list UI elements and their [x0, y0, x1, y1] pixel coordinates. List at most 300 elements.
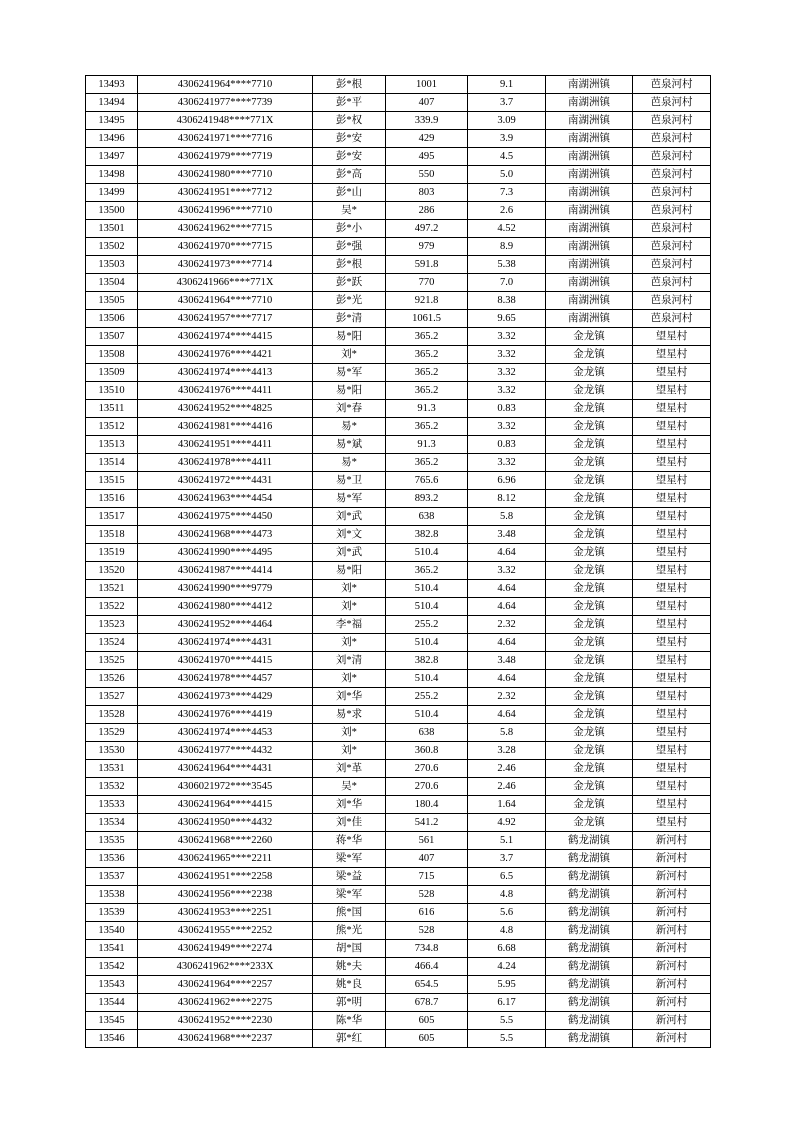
table-cell-town: 金龙镇 — [546, 436, 633, 454]
table-cell-masked-name: 蒋*华 — [313, 832, 386, 850]
table-cell-town: 金龙镇 — [546, 364, 633, 382]
table-cell-village: 望星村 — [633, 544, 711, 562]
table-cell-serial-number: 13522 — [86, 598, 138, 616]
table-cell-town: 金龙镇 — [546, 742, 633, 760]
table-cell-masked-id-number: 4306241968****2260 — [138, 832, 313, 850]
table-cell-village: 望星村 — [633, 508, 711, 526]
table-cell-masked-id-number: 4306241980****4412 — [138, 598, 313, 616]
table-cell-village: 望星村 — [633, 652, 711, 670]
table-cell-masked-name: 胡*国 — [313, 940, 386, 958]
table-row — [86, 562, 711, 580]
table-cell-area-mu: 5.8 — [468, 724, 546, 742]
table-cell-village: 芭泉河村 — [633, 310, 711, 328]
table-cell-subsidy-amount: 382.8 — [386, 652, 468, 670]
table-cell-serial-number: 13498 — [86, 166, 138, 184]
table-row — [86, 76, 711, 94]
table-row — [86, 292, 711, 310]
table-row — [86, 904, 711, 922]
table-row — [86, 382, 711, 400]
table-cell-village: 望星村 — [633, 580, 711, 598]
table-cell-masked-id-number: 4306241973****7714 — [138, 256, 313, 274]
table-cell-masked-name: 易*卫 — [313, 472, 386, 490]
table-cell-masked-name: 易* — [313, 454, 386, 472]
table-cell-town: 金龙镇 — [546, 778, 633, 796]
table-cell-village: 芭泉河村 — [633, 148, 711, 166]
table-cell-village: 望星村 — [633, 346, 711, 364]
table-row — [86, 742, 711, 760]
table-cell-masked-name: 熊*光 — [313, 922, 386, 940]
table-cell-masked-id-number: 4306241956****2238 — [138, 886, 313, 904]
table-cell-area-mu: 4.8 — [468, 922, 546, 940]
table-cell-masked-name: 彭*山 — [313, 184, 386, 202]
table-cell-masked-name: 彭*根 — [313, 256, 386, 274]
table-cell-area-mu: 4.64 — [468, 634, 546, 652]
table-row — [86, 724, 711, 742]
table-cell-masked-name: 彭*权 — [313, 112, 386, 130]
table-cell-town: 金龙镇 — [546, 346, 633, 364]
table-cell-town: 鹤龙湖镇 — [546, 1030, 633, 1048]
table-cell-serial-number: 13544 — [86, 994, 138, 1012]
table-cell-masked-id-number: 4306241964****2257 — [138, 976, 313, 994]
table-cell-masked-id-number: 4306241980****7710 — [138, 166, 313, 184]
table-cell-serial-number: 13493 — [86, 76, 138, 94]
table-cell-subsidy-amount: 893.2 — [386, 490, 468, 508]
table-cell-masked-id-number: 4306021972****3545 — [138, 778, 313, 796]
table-cell-subsidy-amount: 510.4 — [386, 706, 468, 724]
table-cell-masked-id-number: 4306241965****2211 — [138, 850, 313, 868]
table-cell-serial-number: 13496 — [86, 130, 138, 148]
table-cell-serial-number: 13519 — [86, 544, 138, 562]
table-cell-masked-name: 刘* — [313, 346, 386, 364]
table-cell-area-mu: 3.48 — [468, 526, 546, 544]
table-cell-masked-name: 彭*小 — [313, 220, 386, 238]
table-cell-town: 鹤龙湖镇 — [546, 1012, 633, 1030]
table-cell-area-mu: 8.9 — [468, 238, 546, 256]
table-cell-serial-number: 13509 — [86, 364, 138, 382]
table-cell-masked-id-number: 4306241973****4429 — [138, 688, 313, 706]
table-cell-serial-number: 13530 — [86, 742, 138, 760]
table-row — [86, 850, 711, 868]
table-cell-masked-name: 吴* — [313, 778, 386, 796]
table-row — [86, 688, 711, 706]
table-cell-subsidy-amount: 382.8 — [386, 526, 468, 544]
table-cell-area-mu: 1.64 — [468, 796, 546, 814]
table-cell-masked-id-number: 4306241964****7710 — [138, 292, 313, 310]
table-cell-serial-number: 13526 — [86, 670, 138, 688]
table-cell-serial-number: 13539 — [86, 904, 138, 922]
table-cell-town: 金龙镇 — [546, 706, 633, 724]
table-cell-village: 望星村 — [633, 364, 711, 382]
table-cell-serial-number: 13508 — [86, 346, 138, 364]
table-cell-village: 望星村 — [633, 778, 711, 796]
table-cell-town: 鹤龙湖镇 — [546, 868, 633, 886]
table-cell-subsidy-amount: 429 — [386, 130, 468, 148]
table-cell-town: 鹤龙湖镇 — [546, 940, 633, 958]
table-cell-village: 新河村 — [633, 850, 711, 868]
table-cell-masked-id-number: 4306241978****4411 — [138, 454, 313, 472]
table-cell-serial-number: 13532 — [86, 778, 138, 796]
table-cell-town: 金龙镇 — [546, 796, 633, 814]
table-row — [86, 796, 711, 814]
table-row — [86, 130, 711, 148]
table-cell-village: 芭泉河村 — [633, 220, 711, 238]
table-cell-serial-number: 13537 — [86, 868, 138, 886]
table-cell-area-mu: 3.09 — [468, 112, 546, 130]
table-cell-serial-number: 13536 — [86, 850, 138, 868]
table-cell-area-mu: 5.38 — [468, 256, 546, 274]
table-cell-village: 望星村 — [633, 454, 711, 472]
table-row — [86, 436, 711, 454]
table-cell-masked-id-number: 4306241963****4454 — [138, 490, 313, 508]
table-cell-subsidy-amount: 638 — [386, 724, 468, 742]
table-cell-town: 南湖洲镇 — [546, 166, 633, 184]
table-cell-area-mu: 5.0 — [468, 166, 546, 184]
table-cell-serial-number: 13534 — [86, 814, 138, 832]
table-cell-serial-number: 13545 — [86, 1012, 138, 1030]
table-cell-subsidy-amount: 255.2 — [386, 688, 468, 706]
table-cell-serial-number: 13529 — [86, 724, 138, 742]
table-cell-village: 望星村 — [633, 400, 711, 418]
table-cell-village: 望星村 — [633, 616, 711, 634]
table-cell-town: 金龙镇 — [546, 418, 633, 436]
table-cell-area-mu: 6.68 — [468, 940, 546, 958]
table-cell-masked-id-number: 4306241952****2230 — [138, 1012, 313, 1030]
table-cell-town: 金龙镇 — [546, 598, 633, 616]
table-cell-masked-id-number: 4306241962****2275 — [138, 994, 313, 1012]
table-cell-masked-name: 易*斌 — [313, 436, 386, 454]
table-cell-area-mu: 3.32 — [468, 418, 546, 436]
table-cell-masked-id-number: 4306241974****4413 — [138, 364, 313, 382]
table-row — [86, 94, 711, 112]
table-cell-town: 金龙镇 — [546, 490, 633, 508]
table-cell-subsidy-amount: 365.2 — [386, 364, 468, 382]
table-cell-area-mu: 4.24 — [468, 958, 546, 976]
table-cell-masked-name: 刘* — [313, 670, 386, 688]
table-cell-subsidy-amount: 921.8 — [386, 292, 468, 310]
table-cell-subsidy-amount: 510.4 — [386, 580, 468, 598]
table-cell-masked-id-number: 4306241977****4432 — [138, 742, 313, 760]
table-cell-village: 芭泉河村 — [633, 256, 711, 274]
table-row — [86, 940, 711, 958]
table-cell-town: 金龙镇 — [546, 580, 633, 598]
table-row — [86, 616, 711, 634]
table-cell-village: 望星村 — [633, 436, 711, 454]
table-cell-town: 南湖洲镇 — [546, 148, 633, 166]
table-cell-area-mu: 5.5 — [468, 1030, 546, 1048]
table-cell-subsidy-amount: 734.8 — [386, 940, 468, 958]
table-cell-subsidy-amount: 360.8 — [386, 742, 468, 760]
table-cell-serial-number: 13542 — [86, 958, 138, 976]
table-row — [86, 634, 711, 652]
table-cell-subsidy-amount: 528 — [386, 886, 468, 904]
table-cell-masked-name: 易* — [313, 418, 386, 436]
table-cell-masked-name: 彭*安 — [313, 148, 386, 166]
table-cell-serial-number: 13505 — [86, 292, 138, 310]
table-cell-serial-number: 13525 — [86, 652, 138, 670]
table-cell-town: 金龙镇 — [546, 400, 633, 418]
table-cell-masked-id-number: 4306241977****7739 — [138, 94, 313, 112]
table-cell-town: 金龙镇 — [546, 454, 633, 472]
table-row — [86, 994, 711, 1012]
table-cell-subsidy-amount: 365.2 — [386, 328, 468, 346]
table-row — [86, 184, 711, 202]
table-cell-masked-name: 刘*武 — [313, 544, 386, 562]
table-cell-subsidy-amount: 495 — [386, 148, 468, 166]
table-cell-town: 金龙镇 — [546, 562, 633, 580]
table-cell-area-mu: 4.8 — [468, 886, 546, 904]
table-cell-subsidy-amount: 255.2 — [386, 616, 468, 634]
table-cell-serial-number: 13520 — [86, 562, 138, 580]
table-cell-town: 金龙镇 — [546, 724, 633, 742]
table-cell-masked-name: 易*阳 — [313, 382, 386, 400]
table-cell-serial-number: 13523 — [86, 616, 138, 634]
table-cell-village: 芭泉河村 — [633, 76, 711, 94]
table-cell-masked-name: 梁*军 — [313, 850, 386, 868]
table-cell-area-mu: 3.32 — [468, 346, 546, 364]
table-cell-masked-id-number: 4306241964****7710 — [138, 76, 313, 94]
table-cell-subsidy-amount: 510.4 — [386, 598, 468, 616]
table-row — [86, 256, 711, 274]
table-cell-village: 芭泉河村 — [633, 94, 711, 112]
table-cell-area-mu: 0.83 — [468, 400, 546, 418]
table-row — [86, 148, 711, 166]
table-cell-area-mu: 4.52 — [468, 220, 546, 238]
table-cell-subsidy-amount: 638 — [386, 508, 468, 526]
table-cell-village: 望星村 — [633, 490, 711, 508]
table-cell-masked-id-number: 4306241951****4411 — [138, 436, 313, 454]
table-cell-masked-name: 刘*华 — [313, 796, 386, 814]
table-row — [86, 832, 711, 850]
table-cell-masked-id-number: 4306241975****4450 — [138, 508, 313, 526]
table-cell-subsidy-amount: 270.6 — [386, 778, 468, 796]
table-cell-village: 望星村 — [633, 742, 711, 760]
table-row — [86, 472, 711, 490]
table-cell-masked-name: 易*军 — [313, 490, 386, 508]
table-cell-serial-number: 13527 — [86, 688, 138, 706]
table-cell-subsidy-amount: 270.6 — [386, 760, 468, 778]
table-cell-masked-name: 刘* — [313, 724, 386, 742]
table-cell-masked-id-number: 4306241957****7717 — [138, 310, 313, 328]
table-cell-masked-id-number: 4306241981****4416 — [138, 418, 313, 436]
table-cell-village: 望星村 — [633, 562, 711, 580]
table-cell-serial-number: 13535 — [86, 832, 138, 850]
table-row — [86, 706, 711, 724]
table-cell-subsidy-amount: 979 — [386, 238, 468, 256]
table-cell-masked-name: 彭*跃 — [313, 274, 386, 292]
table-cell-masked-id-number: 4306241955****2252 — [138, 922, 313, 940]
table-cell-serial-number: 13538 — [86, 886, 138, 904]
table-cell-town: 金龙镇 — [546, 814, 633, 832]
table-cell-village: 望星村 — [633, 382, 711, 400]
table-row — [86, 364, 711, 382]
table-cell-masked-name: 姚*夫 — [313, 958, 386, 976]
table-cell-town: 鹤龙湖镇 — [546, 958, 633, 976]
table-cell-serial-number: 13518 — [86, 526, 138, 544]
table-cell-area-mu: 4.64 — [468, 598, 546, 616]
table-cell-masked-name: 彭*安 — [313, 130, 386, 148]
table-cell-village: 芭泉河村 — [633, 202, 711, 220]
table-row — [86, 868, 711, 886]
table-cell-town: 鹤龙湖镇 — [546, 976, 633, 994]
table-cell-masked-name: 吴* — [313, 202, 386, 220]
table-cell-masked-id-number: 4306241974****4453 — [138, 724, 313, 742]
table-cell-masked-name: 彭*高 — [313, 166, 386, 184]
table-cell-masked-name: 易*求 — [313, 706, 386, 724]
table-cell-town: 鹤龙湖镇 — [546, 832, 633, 850]
table-cell-serial-number: 13503 — [86, 256, 138, 274]
table-cell-area-mu: 7.3 — [468, 184, 546, 202]
table-cell-village: 芭泉河村 — [633, 184, 711, 202]
records-table — [85, 75, 711, 1048]
table-cell-town: 金龙镇 — [546, 760, 633, 778]
table-cell-serial-number: 13515 — [86, 472, 138, 490]
table-cell-serial-number: 13511 — [86, 400, 138, 418]
table-cell-village: 新河村 — [633, 1012, 711, 1030]
table-cell-area-mu: 4.64 — [468, 706, 546, 724]
table-cell-masked-id-number: 4306241964****4415 — [138, 796, 313, 814]
table-cell-area-mu: 3.32 — [468, 382, 546, 400]
table-cell-area-mu: 2.46 — [468, 760, 546, 778]
table-cell-village: 芭泉河村 — [633, 238, 711, 256]
table-cell-masked-id-number: 4306241948****771X — [138, 112, 313, 130]
table-cell-village: 芭泉河村 — [633, 292, 711, 310]
table-cell-town: 金龙镇 — [546, 526, 633, 544]
table-cell-village: 新河村 — [633, 922, 711, 940]
table-cell-serial-number: 13499 — [86, 184, 138, 202]
table-row — [86, 490, 711, 508]
table-cell-town: 鹤龙湖镇 — [546, 850, 633, 868]
table-row — [86, 238, 711, 256]
table-cell-masked-id-number: 4306241976****4411 — [138, 382, 313, 400]
table-cell-village: 望星村 — [633, 472, 711, 490]
table-cell-area-mu: 3.7 — [468, 94, 546, 112]
table-row — [86, 580, 711, 598]
table-cell-serial-number: 13533 — [86, 796, 138, 814]
table-cell-subsidy-amount: 528 — [386, 922, 468, 940]
table-cell-subsidy-amount: 365.2 — [386, 562, 468, 580]
table-row — [86, 958, 711, 976]
table-cell-subsidy-amount: 541.2 — [386, 814, 468, 832]
table-cell-subsidy-amount: 605 — [386, 1030, 468, 1048]
table-cell-area-mu: 5.1 — [468, 832, 546, 850]
table-cell-subsidy-amount: 654.5 — [386, 976, 468, 994]
table-cell-town: 南湖洲镇 — [546, 310, 633, 328]
table-row — [86, 400, 711, 418]
table-cell-subsidy-amount: 605 — [386, 1012, 468, 1030]
table-cell-area-mu: 4.92 — [468, 814, 546, 832]
table-cell-serial-number: 13494 — [86, 94, 138, 112]
table-row — [86, 202, 711, 220]
table-cell-masked-id-number: 4306241951****7712 — [138, 184, 313, 202]
table-cell-masked-name: 郭*明 — [313, 994, 386, 1012]
table-cell-village: 望星村 — [633, 418, 711, 436]
table-cell-masked-name: 彭*光 — [313, 292, 386, 310]
table-cell-town: 南湖洲镇 — [546, 238, 633, 256]
table-cell-area-mu: 3.9 — [468, 130, 546, 148]
table-cell-subsidy-amount: 1001 — [386, 76, 468, 94]
table-cell-village: 望星村 — [633, 706, 711, 724]
table-cell-masked-name: 熊*国 — [313, 904, 386, 922]
table-row — [86, 112, 711, 130]
table-row — [86, 598, 711, 616]
table-cell-masked-id-number: 4306241990****4495 — [138, 544, 313, 562]
table-cell-serial-number: 13541 — [86, 940, 138, 958]
table-cell-serial-number: 13514 — [86, 454, 138, 472]
table-cell-masked-name: 刘*华 — [313, 688, 386, 706]
table-cell-masked-id-number: 4306241990****9779 — [138, 580, 313, 598]
table-row — [86, 976, 711, 994]
table-cell-subsidy-amount: 180.4 — [386, 796, 468, 814]
table-row — [86, 346, 711, 364]
table-cell-serial-number: 13495 — [86, 112, 138, 130]
table-cell-village: 新河村 — [633, 1030, 711, 1048]
table-cell-subsidy-amount: 466.4 — [386, 958, 468, 976]
table-cell-town: 金龙镇 — [546, 328, 633, 346]
table-cell-village: 望星村 — [633, 724, 711, 742]
table-cell-area-mu: 6.17 — [468, 994, 546, 1012]
table-cell-town: 南湖洲镇 — [546, 184, 633, 202]
table-cell-serial-number: 13528 — [86, 706, 138, 724]
table-cell-subsidy-amount: 678.7 — [386, 994, 468, 1012]
table-cell-serial-number: 13524 — [86, 634, 138, 652]
table-cell-masked-name: 李*福 — [313, 616, 386, 634]
table-cell-village: 新河村 — [633, 958, 711, 976]
table-cell-masked-name: 刘*武 — [313, 508, 386, 526]
table-row — [86, 760, 711, 778]
table-cell-masked-id-number: 4306241968****4473 — [138, 526, 313, 544]
table-cell-masked-name: 刘*春 — [313, 400, 386, 418]
table-cell-village: 芭泉河村 — [633, 130, 711, 148]
table-cell-masked-name: 易*阳 — [313, 328, 386, 346]
table-cell-serial-number: 13546 — [86, 1030, 138, 1048]
table-cell-area-mu: 0.83 — [468, 436, 546, 454]
table-cell-town: 金龙镇 — [546, 508, 633, 526]
table-cell-area-mu: 5.8 — [468, 508, 546, 526]
table-cell-masked-id-number: 4306241951****2258 — [138, 868, 313, 886]
table-cell-town: 鹤龙湖镇 — [546, 904, 633, 922]
table-cell-masked-id-number: 4306241987****4414 — [138, 562, 313, 580]
table-cell-town: 南湖洲镇 — [546, 292, 633, 310]
table-cell-masked-id-number: 4306241964****4431 — [138, 760, 313, 778]
table-cell-serial-number: 13521 — [86, 580, 138, 598]
table-cell-subsidy-amount: 510.4 — [386, 670, 468, 688]
table-cell-subsidy-amount: 286 — [386, 202, 468, 220]
table-cell-area-mu: 2.6 — [468, 202, 546, 220]
table-cell-subsidy-amount: 407 — [386, 850, 468, 868]
table-row — [86, 670, 711, 688]
table-cell-town: 金龙镇 — [546, 616, 633, 634]
table-cell-subsidy-amount: 765.6 — [386, 472, 468, 490]
table-row — [86, 886, 711, 904]
table-cell-masked-id-number: 4306241996****7710 — [138, 202, 313, 220]
table-cell-subsidy-amount: 591.8 — [386, 256, 468, 274]
table-row — [86, 814, 711, 832]
table-cell-town: 金龙镇 — [546, 544, 633, 562]
table-cell-village: 望星村 — [633, 796, 711, 814]
table-cell-area-mu: 4.5 — [468, 148, 546, 166]
table-cell-masked-name: 姚*良 — [313, 976, 386, 994]
table-cell-village: 新河村 — [633, 940, 711, 958]
table-cell-village: 新河村 — [633, 868, 711, 886]
table-cell-village: 芭泉河村 — [633, 166, 711, 184]
table-cell-village: 新河村 — [633, 832, 711, 850]
table-row — [86, 166, 711, 184]
table-cell-subsidy-amount: 91.3 — [386, 400, 468, 418]
records-table-body — [86, 76, 711, 1048]
table-cell-subsidy-amount: 365.2 — [386, 418, 468, 436]
table-cell-serial-number: 13510 — [86, 382, 138, 400]
table-cell-subsidy-amount: 803 — [386, 184, 468, 202]
